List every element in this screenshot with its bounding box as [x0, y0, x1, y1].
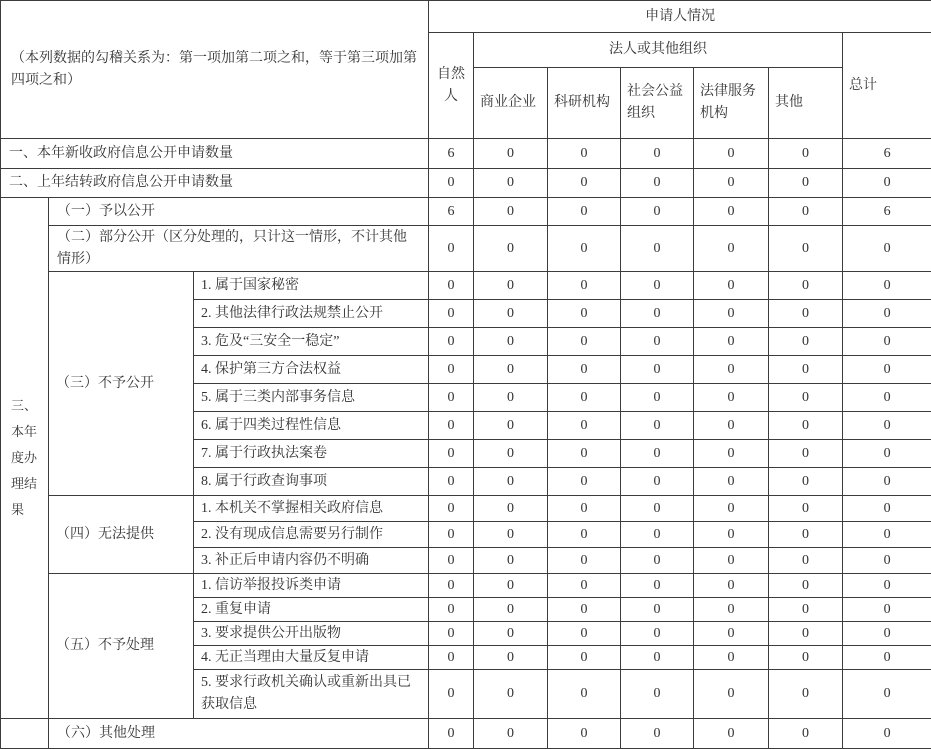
value-cell: 0	[429, 412, 474, 440]
value-cell: 0	[769, 468, 843, 496]
value-cell: 0	[621, 670, 694, 719]
value-cell: 0	[769, 139, 843, 169]
value-cell: 0	[621, 496, 694, 522]
value-cell: 0	[429, 356, 474, 384]
value-cell: 0	[694, 356, 769, 384]
value-cell: 0	[474, 522, 548, 548]
item-label: 2. 重复申请	[194, 598, 429, 622]
value-cell: 0	[843, 440, 931, 468]
value-cell: 6	[843, 198, 931, 226]
value-cell: 0	[621, 328, 694, 356]
value-cell: 0	[429, 646, 474, 670]
header-other-org: 其他	[769, 68, 843, 139]
value-cell: 0	[843, 169, 931, 198]
table-row-denied-1	[1, 272, 931, 300]
value-cell: 0	[769, 356, 843, 384]
value-cell: 0	[769, 440, 843, 468]
value-cell: 0	[621, 574, 694, 598]
value-cell: 0	[621, 198, 694, 226]
table-row-carried-over	[1, 169, 931, 198]
value-cell: 0	[429, 719, 474, 749]
value-cell: 0	[621, 169, 694, 198]
item-label: 3. 补正后申请内容仍不明确	[194, 548, 429, 574]
value-cell: 0	[843, 574, 931, 598]
value-cell: 0	[769, 622, 843, 646]
table-row-granted	[1, 198, 931, 226]
value-cell: 0	[429, 522, 474, 548]
value-cell: 0	[548, 646, 621, 670]
item-label: 4. 无正当理由大量反复申请	[194, 646, 429, 670]
item-label: 5. 属于三类内部事务信息	[194, 384, 429, 412]
value-cell: 0	[429, 496, 474, 522]
item-label: 3. 危及“三安全一稳定”	[194, 328, 429, 356]
header-public-welfare-org: 社会公益组织	[621, 68, 694, 139]
value-cell: 0	[474, 598, 548, 622]
value-cell: 0	[548, 356, 621, 384]
item-label: 1. 本机关不掌握相关政府信息	[194, 496, 429, 522]
spacer-cell	[1, 719, 49, 749]
value-cell: 0	[429, 574, 474, 598]
value-cell: 0	[548, 522, 621, 548]
value-cell: 0	[694, 670, 769, 719]
value-cell: 0	[548, 272, 621, 300]
header-research-institution: 科研机构	[548, 68, 621, 139]
value-cell: 0	[694, 226, 769, 272]
row-label-granted: （一）予以公开	[49, 198, 429, 226]
value-cell: 0	[621, 226, 694, 272]
value-cell: 0	[621, 622, 694, 646]
item-label: 5. 要求行政机关确认或重新出具已获取信息	[194, 670, 429, 719]
value-cell: 6	[843, 139, 931, 169]
value-cell: 0	[769, 670, 843, 719]
value-cell: 0	[429, 598, 474, 622]
value-cell: 0	[769, 548, 843, 574]
note-cell: （本列数据的勾稽关系为：第一项加第二项之和，等于第三项加第四项之和）	[1, 1, 429, 139]
header-total: 总计	[843, 33, 931, 139]
value-cell: 0	[474, 440, 548, 468]
value-cell: 0	[474, 468, 548, 496]
header-legal-org-group: 法人或其他组织	[474, 33, 843, 68]
section-label-results: 三、本年度办理结果	[1, 198, 49, 719]
row-label-new-requests: 一、本年新收政府信息公开申请数量	[1, 139, 429, 169]
value-cell: 0	[769, 384, 843, 412]
value-cell: 0	[474, 356, 548, 384]
value-cell: 0	[694, 496, 769, 522]
value-cell: 0	[474, 496, 548, 522]
value-cell: 0	[621, 548, 694, 574]
value-cell: 0	[694, 384, 769, 412]
value-cell: 0	[548, 440, 621, 468]
value-cell: 0	[548, 412, 621, 440]
value-cell: 0	[694, 548, 769, 574]
value-cell: 0	[621, 440, 694, 468]
value-cell: 0	[843, 598, 931, 622]
value-cell: 0	[694, 169, 769, 198]
header-commercial-enterprise: 商业企业	[474, 68, 548, 139]
value-cell: 0	[621, 719, 694, 749]
value-cell: 0	[621, 272, 694, 300]
value-cell: 0	[548, 496, 621, 522]
item-label: 1. 信访举报投诉类申请	[194, 574, 429, 598]
value-cell: 0	[769, 328, 843, 356]
value-cell: 0	[429, 468, 474, 496]
item-label: 3. 要求提供公开出版物	[194, 622, 429, 646]
value-cell: 0	[474, 169, 548, 198]
row-label-partial: （二）部分公开（区分处理的，只计这一情形，不计其他情形）	[49, 226, 429, 272]
value-cell: 0	[769, 412, 843, 440]
value-cell: 0	[694, 598, 769, 622]
value-cell: 0	[621, 522, 694, 548]
value-cell: 0	[474, 139, 548, 169]
value-cell: 0	[843, 719, 931, 749]
value-cell: 6	[429, 198, 474, 226]
value-cell: 0	[429, 548, 474, 574]
value-cell: 0	[474, 272, 548, 300]
value-cell: 0	[769, 198, 843, 226]
value-cell: 0	[429, 169, 474, 198]
value-cell: 0	[474, 384, 548, 412]
value-cell: 0	[843, 412, 931, 440]
row-label-carried-over: 二、上年结转政府信息公开申请数量	[1, 169, 429, 198]
item-label: 4. 保护第三方合法权益	[194, 356, 429, 384]
item-label: 8. 属于行政查询事项	[194, 468, 429, 496]
value-cell: 0	[843, 272, 931, 300]
value-cell: 0	[474, 328, 548, 356]
value-cell: 0	[843, 384, 931, 412]
value-cell: 0	[548, 139, 621, 169]
value-cell: 0	[621, 356, 694, 384]
value-cell: 0	[474, 198, 548, 226]
value-cell: 0	[548, 226, 621, 272]
group-label-denied: （三）不予公开	[49, 272, 194, 496]
header-natural-person: 自然人	[429, 33, 474, 139]
value-cell: 0	[694, 719, 769, 749]
value-cell: 0	[429, 300, 474, 328]
table-row-other-handling	[1, 719, 931, 749]
value-cell: 0	[429, 384, 474, 412]
value-cell: 0	[843, 646, 931, 670]
value-cell: 0	[769, 574, 843, 598]
table-row-partial	[1, 226, 931, 272]
value-cell: 0	[621, 300, 694, 328]
value-cell: 0	[843, 522, 931, 548]
value-cell: 0	[474, 226, 548, 272]
value-cell: 0	[548, 300, 621, 328]
value-cell: 0	[694, 412, 769, 440]
value-cell: 0	[474, 412, 548, 440]
value-cell: 0	[548, 574, 621, 598]
value-cell: 0	[548, 670, 621, 719]
value-cell: 0	[429, 440, 474, 468]
value-cell: 0	[694, 574, 769, 598]
value-cell: 0	[769, 272, 843, 300]
value-cell: 0	[843, 496, 931, 522]
value-cell: 0	[548, 719, 621, 749]
value-cell: 0	[843, 300, 931, 328]
value-cell: 0	[474, 670, 548, 719]
value-cell: 0	[843, 226, 931, 272]
value-cell: 0	[694, 272, 769, 300]
value-cell: 0	[474, 300, 548, 328]
value-cell: 0	[694, 468, 769, 496]
value-cell: 0	[548, 598, 621, 622]
header-legal-service-org: 法律服务机构	[694, 68, 769, 139]
value-cell: 0	[474, 622, 548, 646]
value-cell: 0	[694, 139, 769, 169]
value-cell: 0	[621, 139, 694, 169]
value-cell: 0	[843, 468, 931, 496]
header-applicant-status: 申请人情况	[429, 1, 931, 33]
value-cell: 0	[429, 226, 474, 272]
item-label: 6. 属于四类过程性信息	[194, 412, 429, 440]
value-cell: 0	[843, 548, 931, 574]
value-cell: 0	[769, 496, 843, 522]
value-cell: 0	[474, 574, 548, 598]
value-cell: 0	[694, 300, 769, 328]
value-cell: 0	[621, 646, 694, 670]
value-cell: 0	[548, 169, 621, 198]
value-cell: 0	[429, 670, 474, 719]
value-cell: 0	[694, 646, 769, 670]
row-label-other-handling: （六）其他处理	[49, 719, 429, 749]
value-cell: 0	[843, 670, 931, 719]
value-cell: 0	[694, 198, 769, 226]
item-label: 7. 属于行政执法案卷	[194, 440, 429, 468]
value-cell: 0	[769, 300, 843, 328]
item-label: 2. 没有现成信息需要另行制作	[194, 522, 429, 548]
item-label: 2. 其他法律行政法规禁止公开	[194, 300, 429, 328]
value-cell: 0	[621, 384, 694, 412]
value-cell: 0	[694, 522, 769, 548]
value-cell: 0	[694, 440, 769, 468]
value-cell: 0	[769, 646, 843, 670]
value-cell: 0	[769, 522, 843, 548]
value-cell: 0	[429, 272, 474, 300]
value-cell: 0	[621, 412, 694, 440]
value-cell: 0	[548, 328, 621, 356]
value-cell: 0	[694, 622, 769, 646]
value-cell: 0	[621, 468, 694, 496]
value-cell: 0	[621, 598, 694, 622]
value-cell: 0	[843, 356, 931, 384]
table-row-unable-1	[1, 496, 931, 522]
table-row-new-requests	[1, 139, 931, 169]
value-cell: 0	[548, 384, 621, 412]
group-label-unable: （四）无法提供	[49, 496, 194, 574]
value-cell: 0	[548, 468, 621, 496]
value-cell: 0	[548, 198, 621, 226]
value-cell: 0	[474, 548, 548, 574]
header-row-1	[1, 1, 931, 33]
value-cell: 0	[429, 622, 474, 646]
value-cell: 0	[694, 328, 769, 356]
value-cell: 0	[769, 719, 843, 749]
group-label-not-handled: （五）不予处理	[49, 574, 194, 719]
item-label: 1. 属于国家秘密	[194, 272, 429, 300]
value-cell: 0	[548, 548, 621, 574]
value-cell: 0	[474, 646, 548, 670]
value-cell: 0	[429, 328, 474, 356]
value-cell: 0	[769, 169, 843, 198]
value-cell: 0	[843, 622, 931, 646]
table-row-nothandle-1	[1, 574, 931, 598]
value-cell: 6	[429, 139, 474, 169]
value-cell: 0	[474, 719, 548, 749]
value-cell: 0	[769, 598, 843, 622]
value-cell: 0	[843, 328, 931, 356]
value-cell: 0	[769, 226, 843, 272]
value-cell: 0	[548, 622, 621, 646]
